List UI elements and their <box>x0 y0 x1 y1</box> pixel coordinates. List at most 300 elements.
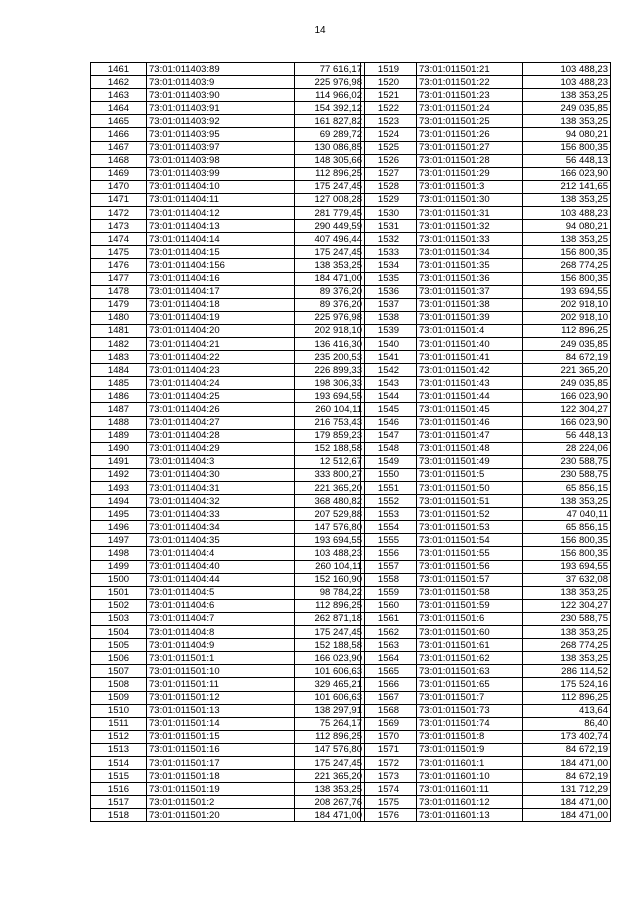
row-number-cell: 1503 <box>91 612 147 625</box>
row-number-cell: 1508 <box>91 678 147 691</box>
value-cell: 193 694,55 <box>295 390 365 403</box>
table-row <box>361 193 611 206</box>
row-number-cell: 1530 <box>361 207 417 220</box>
table-row <box>361 416 611 429</box>
cadastral-number-cell: 73:01:011404:11 <box>147 193 295 206</box>
cadastral-number-cell: 73:01:011501:6 <box>417 612 523 625</box>
value-cell: 166 023,90 <box>523 390 611 403</box>
row-number-cell: 1560 <box>361 599 417 612</box>
value-cell: 138 353,25 <box>523 495 611 508</box>
row-number-cell: 1488 <box>91 416 147 429</box>
table-row <box>361 89 611 102</box>
table-row <box>361 390 611 403</box>
value-cell: 152 160,90 <box>295 573 365 586</box>
cadastral-number-cell: 73:01:011501:13 <box>147 704 295 717</box>
cadastral-number-cell: 73:01:011404:27 <box>147 416 295 429</box>
row-number-cell: 1575 <box>361 796 417 809</box>
cadastral-number-cell: 73:01:011501:61 <box>417 639 523 652</box>
row-number-cell: 1539 <box>361 324 417 337</box>
cadastral-number-cell: 73:01:011501:37 <box>417 285 523 298</box>
cadastral-table-right <box>360 62 611 822</box>
table-row <box>91 220 365 233</box>
cadastral-number-cell: 73:01:011501:3 <box>417 180 523 193</box>
value-cell: 198 306,33 <box>295 377 365 390</box>
cadastral-number-cell: 73:01:011404:31 <box>147 482 295 495</box>
table-row <box>361 586 611 599</box>
value-cell: 156 800,35 <box>523 246 611 259</box>
cadastral-number-cell: 73:01:011404:156 <box>147 259 295 272</box>
cadastral-number-cell: 73:01:011501:34 <box>417 246 523 259</box>
row-number-cell: 1501 <box>91 586 147 599</box>
row-number-cell: 1490 <box>91 442 147 455</box>
cadastral-number-cell: 73:01:011501:56 <box>417 560 523 573</box>
table-row <box>91 180 365 193</box>
cadastral-number-cell: 73:01:011404:32 <box>147 495 295 508</box>
value-cell: 101 606,63 <box>295 691 365 704</box>
table-row <box>361 429 611 442</box>
value-cell: 184 471,00 <box>523 796 611 809</box>
row-number-cell: 1487 <box>91 403 147 416</box>
row-number-cell: 1572 <box>361 756 417 769</box>
row-number-cell: 1481 <box>91 324 147 337</box>
value-cell: 28 224,06 <box>523 442 611 455</box>
row-number-cell: 1525 <box>361 141 417 154</box>
cadastral-number-cell: 73:01:011601:10 <box>417 770 523 783</box>
table-row <box>91 429 365 442</box>
value-cell: 225 976,98 <box>295 76 365 89</box>
table-row <box>361 599 611 612</box>
table-row <box>91 730 365 743</box>
cadastral-number-cell: 73:01:011404:18 <box>147 298 295 311</box>
table-row <box>361 128 611 141</box>
value-cell: 122 304,27 <box>523 403 611 416</box>
table-row <box>361 639 611 652</box>
row-number-cell: 1471 <box>91 193 147 206</box>
table-row <box>91 599 365 612</box>
row-number-cell: 1464 <box>91 102 147 115</box>
table-row <box>91 547 365 560</box>
cadastral-number-cell: 73:01:011501:1 <box>147 652 295 665</box>
value-cell: 156 800,35 <box>523 534 611 547</box>
row-number-cell: 1496 <box>91 521 147 534</box>
value-cell: 230 588,75 <box>523 455 611 468</box>
cadastral-number-cell: 73:01:011404:8 <box>147 626 295 639</box>
row-number-cell: 1528 <box>361 180 417 193</box>
row-number-cell: 1515 <box>91 770 147 783</box>
cadastral-number-cell: 73:01:011404:14 <box>147 233 295 246</box>
cadastral-number-cell: 73:01:011501:53 <box>417 521 523 534</box>
table-row <box>91 586 365 599</box>
table-row <box>91 626 365 639</box>
row-number-cell: 1499 <box>91 560 147 573</box>
row-number-cell: 1568 <box>361 704 417 717</box>
table-row <box>361 377 611 390</box>
value-cell: 47 040,11 <box>523 508 611 521</box>
value-cell: 152 188,58 <box>295 639 365 652</box>
cadastral-number-cell: 73:01:011404:35 <box>147 534 295 547</box>
table-row <box>91 704 365 717</box>
table-row <box>361 573 611 586</box>
value-cell: 147 576,80 <box>295 743 365 756</box>
table-row <box>91 743 365 756</box>
row-number-cell: 1569 <box>361 717 417 730</box>
row-number-cell: 1517 <box>91 796 147 809</box>
value-cell: 127 008,28 <box>295 193 365 206</box>
cadastral-number-cell: 73:01:011404:21 <box>147 337 295 350</box>
value-cell: 368 480,82 <box>295 495 365 508</box>
table-row <box>91 337 365 350</box>
value-cell: 103 488,23 <box>523 63 611 76</box>
table-row <box>91 233 365 246</box>
value-cell: 184 471,00 <box>295 809 365 822</box>
cadastral-number-cell: 73:01:011403:99 <box>147 167 295 180</box>
table-row <box>91 141 365 154</box>
row-number-cell: 1545 <box>361 403 417 416</box>
table-row <box>91 508 365 521</box>
row-number-cell: 1522 <box>361 102 417 115</box>
cadastral-number-cell: 73:01:011501:10 <box>147 665 295 678</box>
value-cell: 193 694,55 <box>523 560 611 573</box>
cadastral-number-cell: 73:01:011404:10 <box>147 180 295 193</box>
cadastral-number-cell: 73:01:011403:9 <box>147 76 295 89</box>
row-number-cell: 1514 <box>91 756 147 769</box>
table-row <box>91 783 365 796</box>
value-cell: 184 471,00 <box>295 272 365 285</box>
value-cell: 84 672,19 <box>523 351 611 364</box>
value-cell: 260 104,11 <box>295 560 365 573</box>
value-cell: 333 800,27 <box>295 468 365 481</box>
row-number-cell: 1537 <box>361 298 417 311</box>
value-cell: 136 416,30 <box>295 337 365 350</box>
row-number-cell: 1571 <box>361 743 417 756</box>
row-number-cell: 1518 <box>91 809 147 822</box>
table-row <box>361 233 611 246</box>
table-row <box>361 220 611 233</box>
row-number-cell: 1573 <box>361 770 417 783</box>
table-row <box>361 743 611 756</box>
table-row <box>361 324 611 337</box>
table-row <box>91 272 365 285</box>
value-cell: 101 606,63 <box>295 665 365 678</box>
cadastral-number-cell: 73:01:011501:38 <box>417 298 523 311</box>
table-row <box>91 89 365 102</box>
table-row <box>91 76 365 89</box>
cadastral-number-cell: 73:01:011404:6 <box>147 599 295 612</box>
table-row <box>361 534 611 547</box>
row-number-cell: 1500 <box>91 573 147 586</box>
value-cell: 230 588,75 <box>523 612 611 625</box>
value-cell: 98 784,22 <box>295 586 365 599</box>
cadastral-number-cell: 73:01:011404:22 <box>147 351 295 364</box>
cadastral-number-cell: 73:01:011501:33 <box>417 233 523 246</box>
table-row <box>91 482 365 495</box>
value-cell: 94 080,21 <box>523 128 611 141</box>
row-number-cell: 1532 <box>361 233 417 246</box>
row-number-cell: 1576 <box>361 809 417 822</box>
value-cell: 138 353,25 <box>523 89 611 102</box>
table-row <box>91 377 365 390</box>
value-cell: 84 672,19 <box>523 770 611 783</box>
row-number-cell: 1512 <box>91 730 147 743</box>
row-number-cell: 1541 <box>361 351 417 364</box>
value-cell: 130 086,85 <box>295 141 365 154</box>
table-row <box>361 468 611 481</box>
value-cell: 175 247,45 <box>295 626 365 639</box>
value-cell: 147 576,80 <box>295 521 365 534</box>
value-cell: 202 918,10 <box>523 298 611 311</box>
cadastral-number-cell: 73:01:011501:65 <box>417 678 523 691</box>
row-number-cell: 1533 <box>361 246 417 259</box>
value-cell: 138 353,25 <box>295 783 365 796</box>
table-row <box>91 193 365 206</box>
value-cell: 193 694,55 <box>295 534 365 547</box>
cadastral-number-cell: 73:01:011404:16 <box>147 272 295 285</box>
table-row <box>361 102 611 115</box>
cadastral-number-cell: 73:01:011501:23 <box>417 89 523 102</box>
value-cell: 216 753,43 <box>295 416 365 429</box>
row-number-cell: 1544 <box>361 390 417 403</box>
row-number-cell: 1474 <box>91 233 147 246</box>
value-cell: 202 918,10 <box>523 311 611 324</box>
row-number-cell: 1509 <box>91 691 147 704</box>
table-row <box>361 298 611 311</box>
value-cell: 212 141,65 <box>523 180 611 193</box>
value-cell: 138 353,25 <box>523 193 611 206</box>
table-row <box>361 678 611 691</box>
row-number-cell: 1472 <box>91 207 147 220</box>
row-number-cell: 1570 <box>361 730 417 743</box>
cadastral-number-cell: 73:01:011501:51 <box>417 495 523 508</box>
cadastral-number-cell: 73:01:011501:44 <box>417 390 523 403</box>
value-cell: 249 035,85 <box>523 377 611 390</box>
cadastral-number-cell: 73:01:011501:31 <box>417 207 523 220</box>
cadastral-number-cell: 73:01:011404:34 <box>147 521 295 534</box>
table-row <box>361 285 611 298</box>
row-number-cell: 1565 <box>361 665 417 678</box>
table-row <box>361 403 611 416</box>
table-row <box>91 573 365 586</box>
cadastral-number-cell: 73:01:011404:29 <box>147 442 295 455</box>
cadastral-number-cell: 73:01:011501:5 <box>417 468 523 481</box>
table-row <box>91 167 365 180</box>
table-row <box>361 351 611 364</box>
table-row <box>91 259 365 272</box>
cadastral-number-cell: 73:01:011404:13 <box>147 220 295 233</box>
row-number-cell: 1467 <box>91 141 147 154</box>
value-cell: 122 304,27 <box>523 599 611 612</box>
row-number-cell: 1526 <box>361 154 417 167</box>
table-row <box>91 468 365 481</box>
cadastral-number-cell: 73:01:011501:15 <box>147 730 295 743</box>
row-number-cell: 1463 <box>91 89 147 102</box>
row-number-cell: 1561 <box>361 612 417 625</box>
cadastral-number-cell: 73:01:011501:57 <box>417 573 523 586</box>
value-cell: 103 488,23 <box>523 207 611 220</box>
cadastral-number-cell: 73:01:011501:59 <box>417 599 523 612</box>
value-cell: 75 264,17 <box>295 717 365 730</box>
cadastral-number-cell: 73:01:011404:9 <box>147 639 295 652</box>
table-row <box>361 442 611 455</box>
table-row <box>361 167 611 180</box>
table-row <box>361 508 611 521</box>
table-row <box>361 809 611 822</box>
table-row <box>91 298 365 311</box>
cadastral-number-cell: 73:01:011501:20 <box>147 809 295 822</box>
cadastral-number-cell: 73:01:011404:3 <box>147 455 295 468</box>
value-cell: 184 471,00 <box>523 756 611 769</box>
value-cell: 407 496,44 <box>295 233 365 246</box>
cadastral-number-cell: 73:01:011601:1 <box>417 756 523 769</box>
value-cell: 179 859,23 <box>295 429 365 442</box>
cadastral-number-cell: 73:01:011601:11 <box>417 783 523 796</box>
cadastral-number-cell: 73:01:011403:92 <box>147 115 295 128</box>
cadastral-number-cell: 73:01:011404:26 <box>147 403 295 416</box>
value-cell: 37 632,08 <box>523 573 611 586</box>
cadastral-number-cell: 73:01:011501:58 <box>417 586 523 599</box>
cadastral-number-cell: 73:01:011501:16 <box>147 743 295 756</box>
table-row <box>91 128 365 141</box>
value-cell: 175 247,45 <box>295 756 365 769</box>
row-number-cell: 1527 <box>361 167 417 180</box>
row-number-cell: 1538 <box>361 311 417 324</box>
cadastral-number-cell: 73:01:011501:17 <box>147 756 295 769</box>
value-cell: 268 774,25 <box>523 639 611 652</box>
row-number-cell: 1540 <box>361 337 417 350</box>
cadastral-table-left <box>90 62 365 822</box>
cadastral-number-cell: 73:01:011404:4 <box>147 547 295 560</box>
row-number-cell: 1498 <box>91 547 147 560</box>
value-cell: 173 402,74 <box>523 730 611 743</box>
row-number-cell: 1486 <box>91 390 147 403</box>
table-row <box>361 521 611 534</box>
cadastral-number-cell: 73:01:011501:60 <box>417 626 523 639</box>
row-number-cell: 1558 <box>361 573 417 586</box>
row-number-cell: 1469 <box>91 167 147 180</box>
value-cell: 112 896,25 <box>523 324 611 337</box>
value-cell: 221 365,20 <box>295 482 365 495</box>
row-number-cell: 1495 <box>91 508 147 521</box>
row-number-cell: 1553 <box>361 508 417 521</box>
value-cell: 56 448,13 <box>523 154 611 167</box>
value-cell: 112 896,25 <box>295 730 365 743</box>
table-row <box>91 311 365 324</box>
cadastral-number-cell: 73:01:011501:4 <box>417 324 523 337</box>
cadastral-number-cell: 73:01:011501:48 <box>417 442 523 455</box>
table-row <box>361 311 611 324</box>
row-number-cell: 1511 <box>91 717 147 730</box>
value-cell: 112 896,25 <box>295 167 365 180</box>
cadastral-number-cell: 73:01:011403:91 <box>147 102 295 115</box>
row-number-cell: 1476 <box>91 259 147 272</box>
cadastral-number-cell: 73:01:011501:47 <box>417 429 523 442</box>
value-cell: 286 114,52 <box>523 665 611 678</box>
value-cell: 156 800,35 <box>523 272 611 285</box>
row-number-cell: 1524 <box>361 128 417 141</box>
cadastral-number-cell: 73:01:011501:42 <box>417 364 523 377</box>
table-row <box>361 612 611 625</box>
value-cell: 138 353,25 <box>523 586 611 599</box>
value-cell: 12 512,67 <box>295 455 365 468</box>
cadastral-number-cell: 73:01:011501:9 <box>417 743 523 756</box>
value-cell: 112 896,25 <box>295 599 365 612</box>
value-cell: 166 023,90 <box>295 652 365 665</box>
value-cell: 262 871,18 <box>295 612 365 625</box>
table-row <box>361 665 611 678</box>
value-cell: 268 774,25 <box>523 259 611 272</box>
row-number-cell: 1461 <box>91 63 147 76</box>
table-row <box>361 272 611 285</box>
row-number-cell: 1536 <box>361 285 417 298</box>
value-cell: 329 465,21 <box>295 678 365 691</box>
cadastral-number-cell: 73:01:011501:50 <box>417 482 523 495</box>
row-number-cell: 1491 <box>91 455 147 468</box>
cadastral-number-cell: 73:01:011501:7 <box>417 691 523 704</box>
table-row <box>91 612 365 625</box>
table-row <box>361 560 611 573</box>
table-row <box>91 717 365 730</box>
row-number-cell: 1502 <box>91 599 147 612</box>
value-cell: 138 353,25 <box>523 652 611 665</box>
value-cell: 112 896,25 <box>523 691 611 704</box>
row-number-cell: 1485 <box>91 377 147 390</box>
table-row <box>361 115 611 128</box>
value-cell: 221 365,20 <box>295 770 365 783</box>
row-number-cell: 1489 <box>91 429 147 442</box>
cadastral-number-cell: 73:01:011403:97 <box>147 141 295 154</box>
cadastral-number-cell: 73:01:011501:39 <box>417 311 523 324</box>
row-number-cell: 1546 <box>361 416 417 429</box>
value-cell: 156 800,35 <box>523 547 611 560</box>
table-row <box>361 691 611 704</box>
cadastral-number-cell: 73:01:011501:22 <box>417 76 523 89</box>
row-number-cell: 1555 <box>361 534 417 547</box>
value-cell: 65 856,15 <box>523 482 611 495</box>
cadastral-number-cell: 73:01:011501:8 <box>417 730 523 743</box>
value-cell: 249 035,85 <box>523 337 611 350</box>
cadastral-number-cell: 73:01:011501:27 <box>417 141 523 154</box>
cadastral-number-cell: 73:01:011501:32 <box>417 220 523 233</box>
table-row <box>91 63 365 76</box>
table-row <box>361 652 611 665</box>
table-row <box>91 534 365 547</box>
table-row <box>361 730 611 743</box>
cadastral-number-cell: 73:01:011404:12 <box>147 207 295 220</box>
row-number-cell: 1549 <box>361 455 417 468</box>
row-number-cell: 1534 <box>361 259 417 272</box>
cadastral-number-cell: 73:01:011501:24 <box>417 102 523 115</box>
cadastral-number-cell: 73:01:011501:14 <box>147 717 295 730</box>
value-cell: 166 023,90 <box>523 416 611 429</box>
table-row <box>361 717 611 730</box>
table-row <box>361 154 611 167</box>
row-number-cell: 1551 <box>361 482 417 495</box>
cadastral-number-cell: 73:01:011404:17 <box>147 285 295 298</box>
cadastral-number-cell: 73:01:011501:2 <box>147 796 295 809</box>
cadastral-number-cell: 73:01:011501:29 <box>417 167 523 180</box>
cadastral-number-cell: 73:01:011403:98 <box>147 154 295 167</box>
row-number-cell: 1547 <box>361 429 417 442</box>
cadastral-number-cell: 73:01:011501:55 <box>417 547 523 560</box>
value-cell: 175 247,45 <box>295 180 365 193</box>
value-cell: 103 488,23 <box>523 76 611 89</box>
table-row <box>91 560 365 573</box>
row-number-cell: 1477 <box>91 272 147 285</box>
table-row <box>91 639 365 652</box>
value-cell: 225 976,98 <box>295 311 365 324</box>
row-number-cell: 1519 <box>361 63 417 76</box>
cadastral-number-cell: 73:01:011404:28 <box>147 429 295 442</box>
cadastral-number-cell: 73:01:011404:33 <box>147 508 295 521</box>
